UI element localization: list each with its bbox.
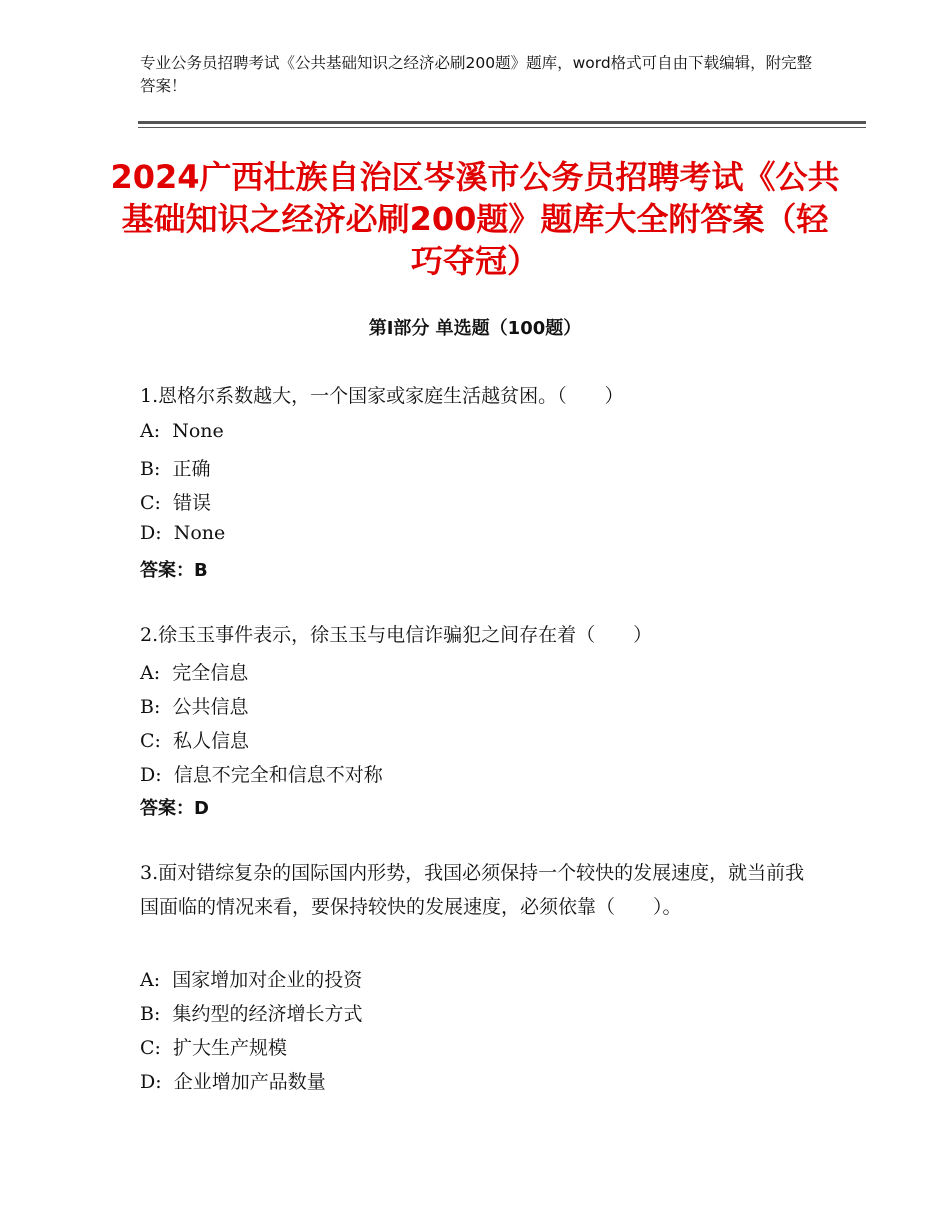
header-note: 专业公务员招聘考试《公共基础知识之经济必刷200题》题库，word格式可自由下载编辑，附完整答案！ [140, 54, 813, 95]
question-2-option-a: A: 完全信息 [140, 662, 249, 684]
question-2-option-c: C: 私人信息 [140, 730, 250, 752]
question-1-answer: 答案：B [140, 560, 208, 581]
section-title: 第Ⅰ部分 单选题（100题） [368, 318, 582, 339]
header-divider-thin [138, 127, 866, 128]
question-1-option-d: D: None [140, 522, 226, 544]
question-3-option-a: A: 国家增加对企业的投资 [140, 969, 363, 991]
question-1-option-c: C: 错误 [140, 492, 212, 514]
question-3-option-d: D: 企业增加产品数量 [140, 1071, 326, 1093]
question-1-text: 1.恩格尔系数越大，一个国家或家庭生活越贫困。（ ） [140, 385, 624, 407]
question-2-answer: 答案：D [140, 798, 209, 819]
question-3-text: 3.面对错综复杂的国际国内形势，我国必须保持一个较快的发展速度，就当前我国面临的情况来看，要保持较快的发展速度，必须依靠（ ）。 [140, 862, 805, 918]
question-3-option-b: B: 集约型的经济增长方式 [140, 1003, 363, 1025]
document-title: 2024广西壮族自治区岑溪市公务员招聘考试《公共基础知识之经济必刷200题》题库大全附答案（轻巧夺冠） [110, 158, 840, 280]
question-3-option-c: C: 扩大生产规模 [140, 1037, 288, 1059]
question-1-option-a: A: None [140, 420, 224, 442]
question-2-option-d: D: 信息不完全和信息不对称 [140, 764, 383, 786]
question-1-option-b: B: 正确 [140, 458, 211, 480]
header-divider-thick [138, 121, 866, 124]
question-2-text: 2.徐玉玉事件表示，徐玉玉与电信诈骗犯之间存在着（ ） [140, 624, 653, 646]
question-2-option-b: B: 公共信息 [140, 696, 249, 718]
